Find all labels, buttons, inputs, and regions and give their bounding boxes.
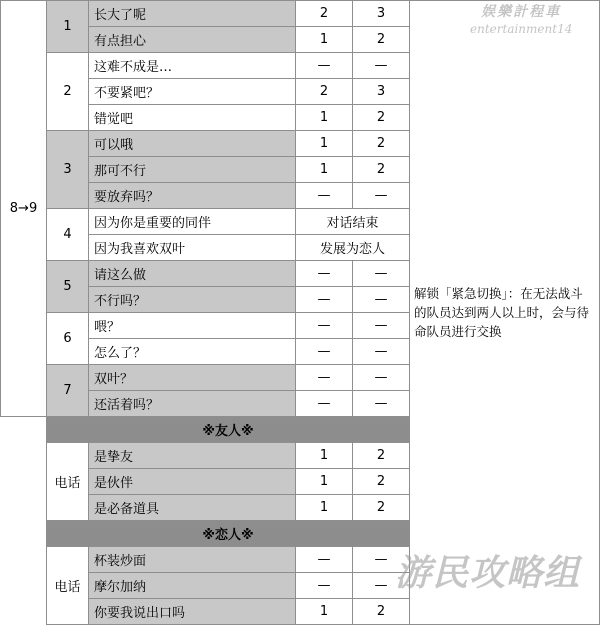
points-value-2: — [352,572,410,599]
watermark-bottom: 游民攻略组 [395,553,581,594]
friend_section-label: 电话 [46,442,89,521]
points-value-2: 2 [352,598,410,625]
points-value-1: — [295,286,353,313]
points-value-2: — [352,260,410,287]
dialogue-option: 还活着吗？ [88,390,296,417]
points-value-1: — [295,312,353,339]
points-value-2: — [352,286,410,313]
points-value-2: 2 [352,156,410,183]
points-value-2: 2 [352,104,410,131]
dialogue-option: 不行吗？ [88,286,296,313]
points-value-1: 1 [295,130,353,157]
points-value-1: 1 [295,468,353,495]
points-value-1: 1 [295,104,353,131]
dialogue-option: 因为我喜欢双叶 [88,234,296,261]
points-value-1: 1 [295,26,353,53]
dialogue-option: 要放弃吗？ [88,182,296,209]
friend_section-header: ※友人※ [46,416,410,443]
group-number: 5 [46,260,89,313]
group-number: 4 [46,208,89,261]
points-value-2: 2 [352,26,410,53]
result-text: 对话结束 [295,208,410,235]
watermark-top-line2: entertainment14 [470,22,573,36]
dialogue-option: 喂？ [88,312,296,339]
dialogue-option: 不要紧吧？ [88,78,296,105]
dialogue-option: 是必备道具 [88,494,296,521]
watermark-top-line1: 娱樂計程車 [481,4,562,20]
result-text: 发展为恋人 [295,234,410,261]
points-value-2: — [352,338,410,365]
points-value-2: 3 [352,78,410,105]
points-value-1: — [295,546,353,573]
points-value-2: — [352,182,410,209]
points-value-2: 2 [352,130,410,157]
dialogue-option: 怎么了？ [88,338,296,365]
points-value-2: 2 [352,468,410,495]
points-value-1: — [295,364,353,391]
dialogue-option: 杯装炒面 [88,546,296,573]
group-number: 1 [46,0,89,53]
lover_section-label: 电话 [46,546,89,625]
dialogue-option: 请这么做 [88,260,296,287]
dialogue-option: 是挚友 [88,442,296,469]
group-number: 7 [46,364,89,417]
points-value-2: — [352,390,410,417]
points-value-2: — [352,52,410,79]
stage-label: 8→9 [0,0,47,417]
points-value-1: 1 [295,156,353,183]
dialogue-option: 因为你是重要的同伴 [88,208,296,235]
dialogue-option: 可以哦 [88,130,296,157]
group-number: 2 [46,52,89,131]
dialogue-option: 这难不成是… [88,52,296,79]
points-value-1: — [295,390,353,417]
points-value-2: 2 [352,494,410,521]
watermark-top [470,4,572,38]
dialogue-option: 长大了呢 [88,0,296,27]
points-value-1: 1 [295,494,353,521]
dialogue-option: 有点担心 [88,26,296,53]
points-value-2: 3 [352,0,410,27]
dialogue-option: 你要我说出口吗 [88,598,296,625]
points-value-2: — [352,364,410,391]
points-value-1: 1 [295,442,353,469]
points-value-1: — [295,338,353,365]
dialogue-option: 那可不行 [88,156,296,183]
points-value-2: 2 [352,442,410,469]
points-value-1: — [295,260,353,287]
dialogue-option: 错觉吧 [88,104,296,131]
points-value-1: — [295,52,353,79]
unlock-note: 解锁「紧急切换」：在无法战斗的队员达到两人以上时，会与待命队员进行交换 [409,0,600,625]
group-number: 6 [46,312,89,365]
points-value-1: 2 [295,0,353,27]
points-value-1: 2 [295,78,353,105]
dialogue-option: 是伙伴 [88,468,296,495]
points-value-1: — [295,572,353,599]
points-value-2: — [352,312,410,339]
dialogue-option: 双叶？ [88,364,296,391]
points-value-1: 1 [295,598,353,625]
points-value-2: — [352,546,410,573]
points-value-1: — [295,182,353,209]
lover_section-header: ※恋人※ [46,520,410,547]
dialogue-option: 摩尔加纳 [88,572,296,599]
group-number: 3 [46,130,89,209]
